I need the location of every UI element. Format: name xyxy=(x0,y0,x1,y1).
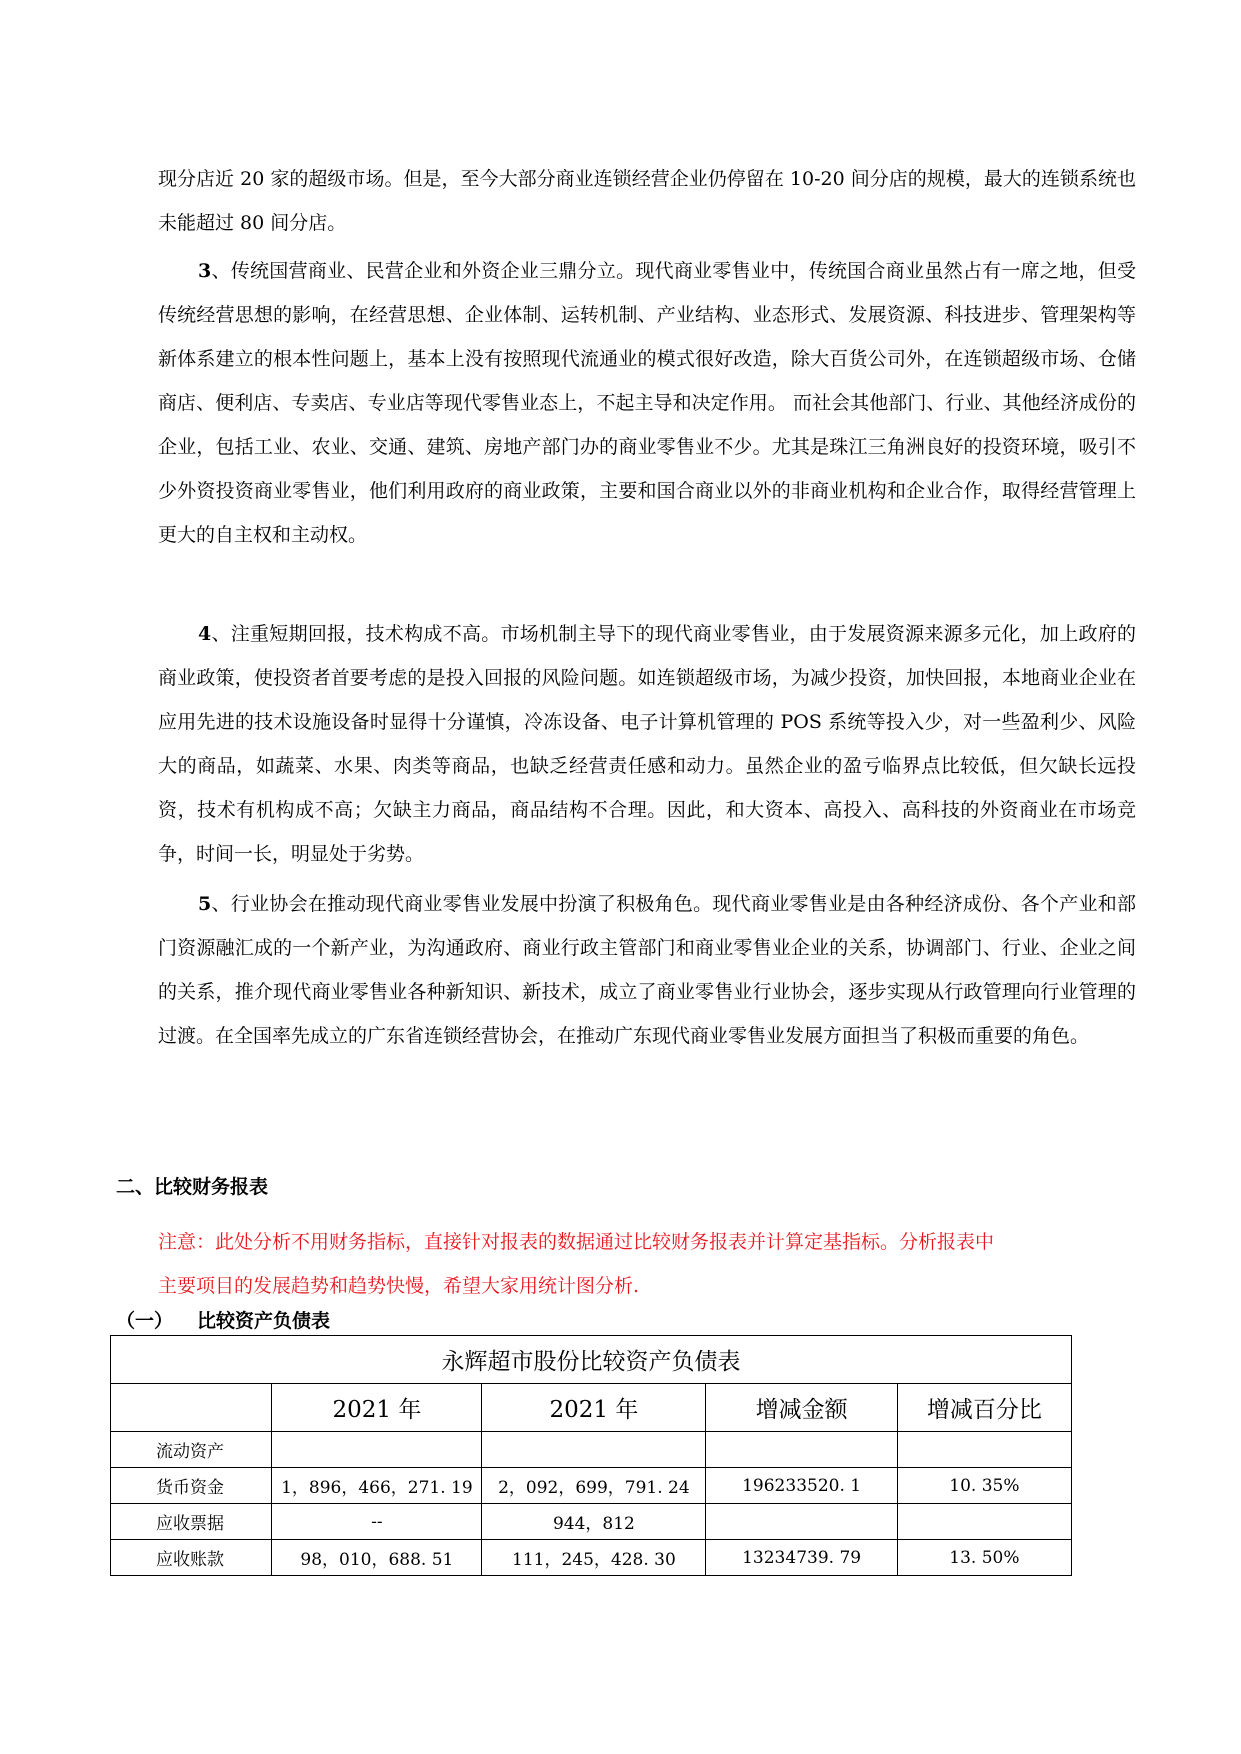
row-label: 应收账款 xyxy=(111,1540,272,1576)
table-cell: 944，812 xyxy=(482,1504,706,1540)
paragraph-text: 、注重短期回报，技术构成不高。市场机制主导下的现代商业零售业，由于发展资源来源多元化，加上政府的商业政策，使投资者首要考虑的是投入回报的风险问题。如连锁超级市场，为减少投资，加快回报，本地商业企业在应用先进的技术设施设备时显得十分谨慎，冷冻设备、电子计算机管理的 POS 系统等投入少，对一些盈利少、风险大的商品，如蔬菜、水果、肉类等商品，也缺乏经营责任感和动力。虽然企业的盈亏临界点比较低，但欠缺长远投资，技术有机构成不高；欠缺主力商品，商品结构不合理。因此，和大资本、高投入、高科技的外资商业在市场竞争，时间一长，明显处于劣势。 xyxy=(158,623,1136,865)
subsection-heading xyxy=(116,1306,330,1336)
point-number: 3 xyxy=(198,260,212,282)
paragraph-point-3 xyxy=(158,249,1136,557)
point-number: 5 xyxy=(198,893,212,915)
point-number: 4 xyxy=(198,623,212,645)
header-cell: 增减百分比 xyxy=(897,1384,1071,1432)
table-row xyxy=(111,1504,1072,1540)
table-cell xyxy=(706,1504,897,1540)
table-cell: 13. 50% xyxy=(897,1540,1071,1576)
paragraph-text: 、传统国营商业、民营企业和外资企业三鼎分立。现代商业零售业中，传统国合商业虽然占有一席之地，但受传统经营思想的影响，在经营思想、企业体制、运转机制、产业结构、业态形式、发展资源、科技进步、管理架构等新体系建立的根本性问题上，基本上没有按照现代流通业的模式很好改造，除大百货公司外，在连锁超级市场、仓储商店、便利店、专卖店、专业店等现代零售业态上，不起主导和决定作用。 而社会其他部门、行业、其他经济成份的企业，包括工业、农业、交通、建筑、房地产部门办的商业零售业不少。尤其是珠江三角洲良好的投资环境，吸引不少外资投资商业零售业，他们利用政府的商业政策，主要和国合商业以外的非商业机构和企业合作，取得经营管理上更大的自主权和主动权。 xyxy=(158,260,1136,546)
table-header-row xyxy=(111,1384,1072,1432)
subsection-title: 比较资产负债表 xyxy=(197,1310,331,1332)
paragraph-point-5 xyxy=(158,882,1136,1058)
table-cell xyxy=(897,1432,1071,1468)
table-cell: 1，896，466，271. 19 xyxy=(272,1468,482,1504)
header-cell: 2021 年 xyxy=(482,1384,706,1432)
table-cell: 98，010，688. 51 xyxy=(272,1540,482,1576)
paragraph-text: 、行业协会在推动现代商业零售业发展中扮演了积极角色。现代商业零售业是由各种经济成份、各个产业和部门资源融汇成的一个新产业，为沟通政府、商业行政主管部门和商业零售业企业的关系，协调部门、行业、企业之间的关系，推介现代商业零售业各种新知识、新技术，成立了商业零售业行业协会，逐步实现从行政管理向行业管理的过渡。在全国率先成立的广东省连锁经营协会，在推动广东现代商业零售业发展方面担当了积极而重要的角色。 xyxy=(158,893,1136,1047)
note-text-line-2: 主要项目的发展趋势和趋势快慢，希望大家用统计图分析. xyxy=(158,1275,640,1297)
table-cell: 10. 35% xyxy=(897,1468,1071,1504)
table-row xyxy=(111,1432,1072,1468)
table-cell: 13234739. 79 xyxy=(706,1540,897,1576)
table-cell xyxy=(482,1432,706,1468)
paragraph-point-4 xyxy=(158,612,1136,876)
header-cell xyxy=(111,1384,272,1432)
table-row xyxy=(111,1540,1072,1576)
section-heading: 二、比较财务报表 xyxy=(116,1176,269,1198)
table-cell xyxy=(272,1432,482,1468)
header-cell: 2021 年 xyxy=(272,1384,482,1432)
header-cell: 增减金额 xyxy=(706,1384,897,1432)
subsection-number: （一） xyxy=(116,1310,174,1332)
table-row xyxy=(111,1468,1072,1504)
paragraph-continuation: 现分店近 20 家的超级市场。但是，至今大部分商业连锁经营企业仍停留在 10-20 间分店的规模，最大的连锁系统也未能超过 80 间分店。 xyxy=(158,168,1136,234)
row-label: 流动资产 xyxy=(111,1432,272,1468)
table-cell xyxy=(706,1432,897,1468)
table-cell: 196233520. 1 xyxy=(706,1468,897,1504)
row-label: 应收票据 xyxy=(111,1504,272,1540)
note-text-line-1: 注意：此处分析不用财务指标，直接针对报表的数据通过比较财务报表并计算定基指标。分析报表中 xyxy=(158,1231,995,1253)
table-cell: 2，092，699，791. 24 xyxy=(482,1468,706,1504)
table-cell: -- xyxy=(272,1504,482,1540)
table-cell: 111，245，428. 30 xyxy=(482,1540,706,1576)
table-cell xyxy=(897,1504,1071,1540)
row-label: 货币资金 xyxy=(111,1468,272,1504)
table-caption: 永辉超市股份比较资产负债表 xyxy=(111,1336,1072,1384)
balance-sheet-table xyxy=(110,1335,1072,1576)
